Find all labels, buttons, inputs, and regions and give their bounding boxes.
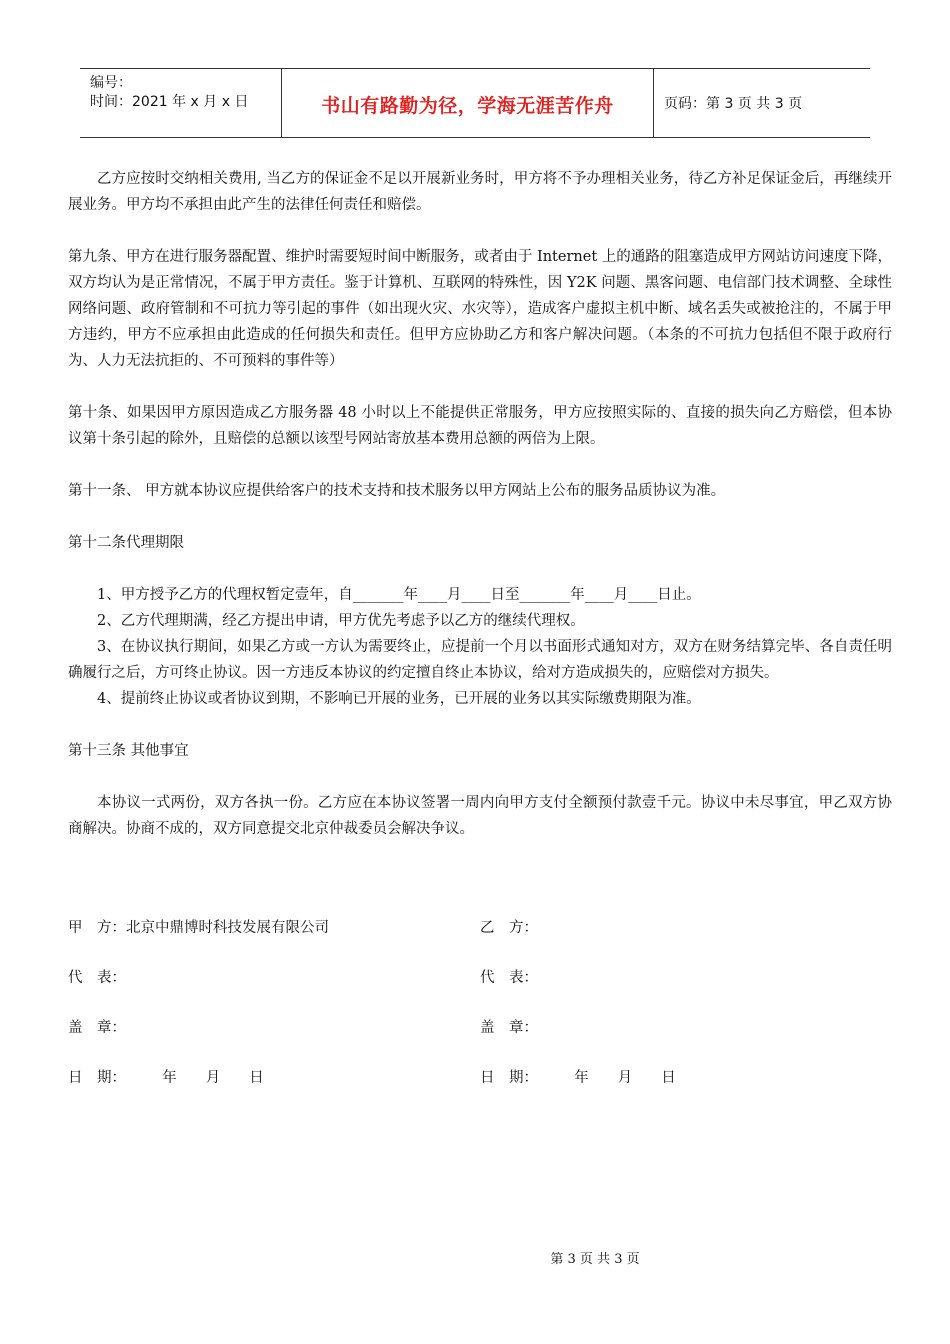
header-motto: 书山有路勤为径，学海无涯苦作舟 — [321, 95, 614, 117]
clause-13-body: 本协议一式两份，双方各执一份。乙方应在本协议签署一周内向甲方支付全额预付款壹千元。协议中未尽事宜，甲乙双方协商解决。协商不成的，双方同意提交北京仲裁委员会解决争议。 — [68, 795, 892, 837]
party-b-seal: 盖 章： — [480, 1020, 538, 1036]
header-page-code: 页码：第 3 页 共 3 页 — [664, 96, 803, 112]
clause-12-item-2: 2、乙方代理期满，经乙方提出申请，甲方优先考虑予以乙方的继续代理权。 — [97, 613, 585, 629]
clause-13-heading: 第十三条 其他事宜 — [68, 743, 189, 759]
clause-12-heading: 第十二条代理期限 — [68, 535, 184, 551]
party-b-name: 乙 方： — [480, 920, 538, 936]
party-a-seal: 盖 章： — [68, 1020, 126, 1036]
clause-9: 第九条、甲方在进行服务器配置、维护时需要短时间中断服务，或者由于 Internet 上的通路的阻塞造成甲方网站访问速度下降，双方均认为是正常情况，不属于甲方责任。鉴于计算机、互联网的特殊性，因 Y2K 问题、黑客问题、电信部门技术调整、全球性网络问题、政府管制和不可抗力等引起的事件（如出现火灾、水灾等），造成客户虚拟主机中断、域名丢失或被抢注的，不属于甲方违约，甲方不应承担由此造成的任何损失和责任。但甲方应协助乙方和客户解决问题。（本条的不可抗力包括但不限于政府行为、人力无法抗拒的、不可预料的事件等） — [68, 249, 892, 369]
party-b-representative: 代 表： — [480, 970, 538, 986]
party-a-date: 日 期： 年 月 日 — [68, 1070, 264, 1086]
header-meta-cell — [80, 69, 282, 137]
document-body — [68, 166, 892, 842]
clause-12-item-1: 1、甲方授予乙方的代理权暂定壹年，自_______年____月____日至_______年____月____日止。 — [97, 587, 701, 603]
footer-page-number: 第 3 页 共 3 页 — [550, 1252, 640, 1267]
page-footer — [0, 1248, 950, 1267]
header-motto-cell — [282, 69, 654, 137]
clause-11: 第十一条、 甲方就本协议应提供给客户的技术支持和技术服务以甲方网站上公布的服务品质协议为准。 — [68, 483, 726, 499]
party-a-representative: 代 表： — [68, 970, 126, 986]
document-header — [80, 68, 870, 138]
header-page-cell — [654, 69, 870, 137]
header-number-label: 编号： — [90, 75, 132, 91]
party-b-date: 日 期： 年 月 日 — [480, 1070, 676, 1086]
clause-12-item-4: 4、提前终止协议或者协议到期，不影响已开展的业务，已开展的业务以其实际缴费期限为准。 — [97, 691, 701, 707]
clause-10: 第十条、如果因甲方原因造成乙方服务器 48 小时以上不能提供正常服务，甲方应按照实际的、直接的损失向乙方赔偿，但本协议第十条引起的除外，且赔偿的总额以该型号网站寄放基本费用总额的两倍为上限。 — [68, 405, 892, 447]
clause-12-item-3: 3、在协议执行期间，如果乙方或一方认为需要终止，应提前一个月以书面形式通知对方，双方在财务结算完毕、各自责任明确履行之后，方可终止协议。因一方违反本协议的约定擅自终止本协议，给对方造成损失的，应赔偿对方损失。 — [68, 639, 892, 681]
paragraph-deposit: 乙方应按时交纳相关费用, 当乙方的保证金不足以开展新业务时，甲方将不予办理相关业务，待乙方补足保证金后，再继续开展业务。甲方均不承担由此产生的法律任何责任和赔偿。 — [68, 171, 892, 213]
party-a-name: 甲 方：北京中鼎博时科技发展有限公司 — [68, 920, 329, 936]
header-time-label: 时间：2021 年 x 月 x 日 — [90, 94, 249, 110]
